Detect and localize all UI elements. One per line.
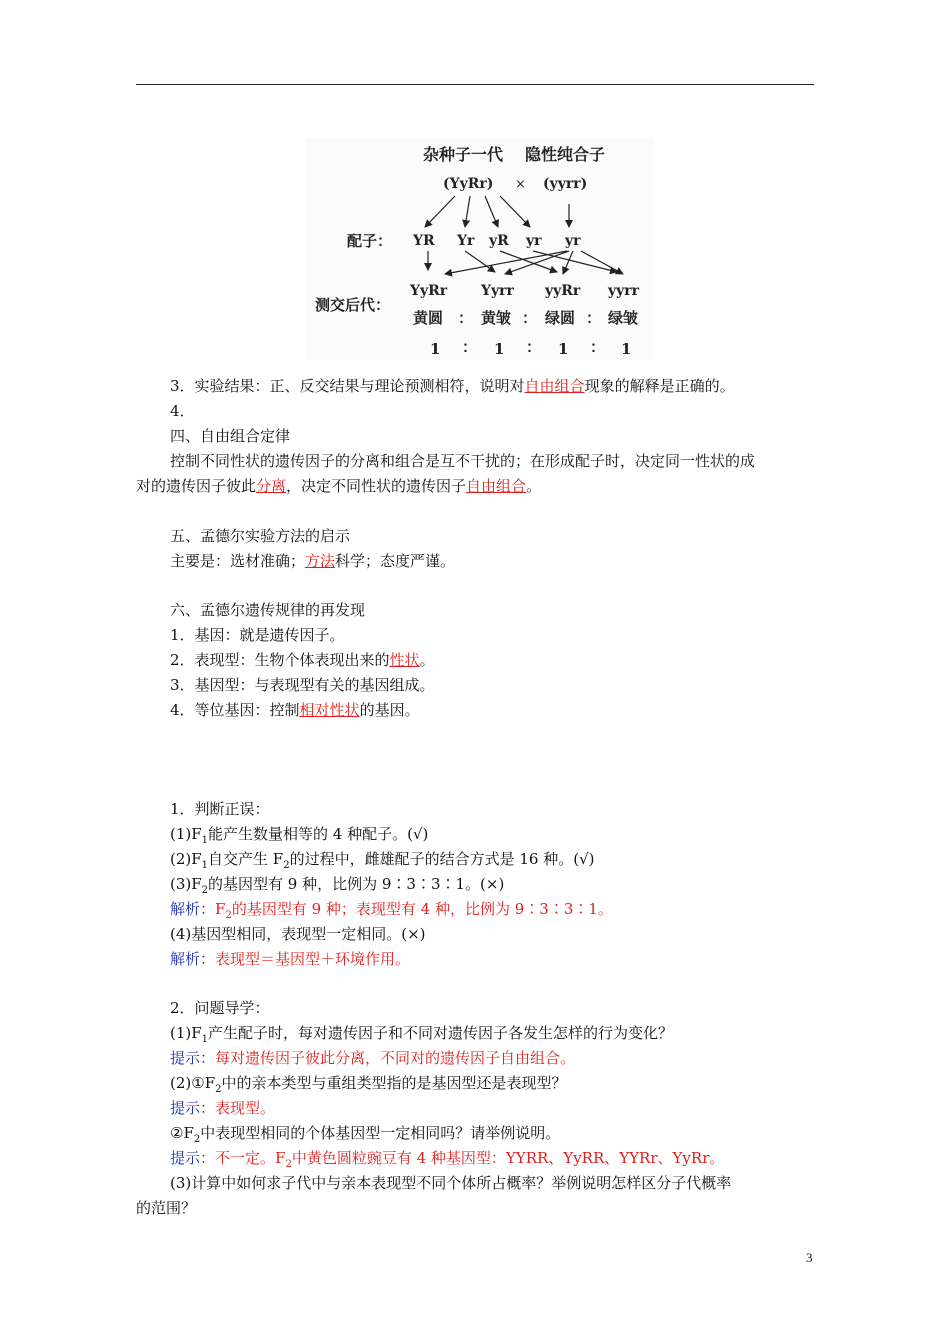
hint-text: 中黄色圆粒豌豆有 4 种基因型：YYRR、YyRR、YYRr、YyRr。 [291,1149,725,1167]
definition-1: 1．基因：就是遗传因子。 [170,626,345,644]
item-4: 4． [170,402,195,420]
colon-1: ： [458,309,474,327]
hint-label: 提示： [170,1049,216,1067]
question-1-b [170,849,850,869]
text: 的基因。 [359,701,420,719]
definition-4 [170,700,850,720]
text: 3．实验结果：正、反交结果与理论预测相符，说明对 [170,377,525,395]
method-line [170,551,850,571]
question-2-b1-hint [170,1098,850,1118]
answer-blank: 方法 [305,552,336,570]
answer-blank: 自由组合 [524,377,585,395]
text: 。 [419,651,435,669]
subscript: 1 [201,1034,209,1045]
hint-text: 每对遗传因子彼此分离，不同对的遗传因子自由组合。 [215,1049,576,1067]
gametes-label: 配子： [347,232,393,250]
question-2-title: 2．问题导学： [170,999,270,1017]
text: 中的亲本类型与重组类型指的是基因型还是表现型？ [221,1074,567,1092]
gamete-to-offspring-arrows [428,251,623,274]
text: (2)F [170,850,202,868]
text: 的基因型有 9 种，比例为 9∶3∶3∶1。(×) [208,875,505,893]
answer-blank: 自由组合 [466,477,527,495]
text: 能产生数量相等的 4 种配子。(√) [208,825,429,843]
subscript: 1 [201,835,209,846]
question-1-a [170,824,850,844]
text: 产生配子时，每对遗传因子和不同对遗传因子各发生怎样的行为变化？ [208,1024,674,1042]
gamete-3: yR [489,233,509,249]
text: 2．表现型：生物个体表现出来的 [170,651,390,669]
question-1-d: (4)基因型相同，表现型一定相同。(×) [170,925,426,943]
text: 科学；态度严谨。 [335,552,456,570]
subscript: 2 [193,1134,201,1145]
gamete-1: YR [413,233,435,249]
ratio-colon-2: ： [526,338,542,356]
colon-2: ： [522,309,538,327]
gamete-5: yr [565,233,581,249]
subscript: 2 [285,1159,292,1170]
subscript: 2 [225,910,232,921]
question-2-b2-hint [170,1148,850,1168]
genotype-3: yyRr [545,283,581,299]
text: ，决定不同性状的遗传因子 [286,477,467,495]
hint-text: 表现型。 [215,1099,276,1117]
text: (2)①F [170,1074,216,1092]
diagram-title-left: 杂种子一代 [423,145,504,164]
genotype-2: Yyrr [481,283,514,299]
ratio-2: 1 [494,340,505,358]
experiment-result-line [170,376,850,396]
explanation-text: 的基因型有 9 种；表现型有 4 种，比例为 9∶3∶3∶1。 [231,900,613,918]
ratio-colon-3: ： [590,338,606,356]
text: (1)F [170,825,202,843]
explanation-text: 表现型＝基因型＋环境作用。 [215,950,411,968]
question-2-c-line-1: (3)计算中如何求子代中与亲本表现型不同个体所占概率？举例说明怎样区分子代概率 [170,1174,732,1192]
genotype-1: YyRr [410,283,448,299]
phenotype-1: 黄圆 [413,309,444,327]
ratio-4: 1 [621,340,632,358]
text: (1)F [170,1024,202,1042]
question-2-b1 [170,1073,850,1093]
phenotype-3: 绿圆 [545,309,576,327]
hint-label: 提示： [170,1099,216,1117]
header-rule [136,84,814,85]
question-1-c [170,874,850,894]
law-line-2 [136,476,816,496]
text: 4．等位基因：控制 [170,701,300,719]
text: 。 [526,477,542,495]
diagram-title-right: 隐性纯合子 [525,145,606,164]
text: ②F [170,1124,194,1142]
subscript: 2 [215,1084,222,1095]
text: 对的遗传因子彼此 [136,477,257,495]
text: 自交产生 F [208,850,284,868]
page-number: 3 [806,1250,813,1265]
explanation-text: F [215,900,226,918]
ratio-3: 1 [558,340,569,358]
phenotype-4: 绿皱 [608,309,639,327]
testcross-diagram [305,138,653,360]
answer-blank: 分离 [256,477,287,495]
cross-symbol: × [515,177,526,192]
answer-blank: 相对性状 [299,701,360,719]
explanation-label: 解析： [170,900,216,918]
section-heading-5: 五、孟德尔实验方法的启示 [170,527,351,545]
text: (3)F [170,875,202,893]
hint-text: 不一定。F [215,1149,286,1167]
subscript: 2 [283,860,290,871]
text: 的过程中，雌雄配子的结合方式是 16 种。(√) [289,850,595,868]
parent-right-genotype: (yyrr) [543,176,588,192]
hint-label: 提示： [170,1149,216,1167]
section-heading-4: 四、自由组合定律 [170,427,291,445]
question-2-a-hint [170,1048,850,1068]
text: 现象的解释是正确的。 [584,377,735,395]
offspring-label: 测交后代： [315,296,391,314]
gamete-2: Yr [457,233,475,249]
parent-left-genotype: (YyRr) [443,176,494,192]
definition-2 [170,650,850,670]
ratio-1: 1 [430,340,441,358]
colon-3: ： [586,309,602,327]
testcross-svg [305,138,653,360]
law-line-1: 控制不同性状的遗传因子的分离和组合是互不干扰的；在形成配子时，决定同一性状的成 [170,452,756,470]
question-2-b2 [170,1123,850,1143]
text: 中表现型相同的个体基因型一定相同吗？请举例说明。 [200,1124,561,1142]
explanation-label: 解析： [170,950,216,968]
subscript: 2 [201,885,209,896]
genotype-4: yyrr [608,283,640,299]
section-heading-6: 六、孟德尔遗传规律的再发现 [170,601,366,619]
definition-3: 3．基因型：与表现型有关的基因组成。 [170,676,435,694]
phenotype-2: 黄皱 [481,309,512,327]
answer-blank: 性状 [389,651,420,669]
question-1-c-explanation [170,899,850,919]
question-2-a [170,1023,850,1043]
parent-to-gamete-arrows [425,196,569,227]
question-2-c-line-2: 的范围？ [136,1199,197,1217]
gamete-4: yr [526,233,542,249]
subscript: 1 [201,860,209,871]
question-1-title: 1．判断正误： [170,800,270,818]
text: 主要是：选材准确； [170,552,306,570]
question-1-d-explanation [170,949,850,969]
ratio-colon-1: ： [462,338,478,356]
